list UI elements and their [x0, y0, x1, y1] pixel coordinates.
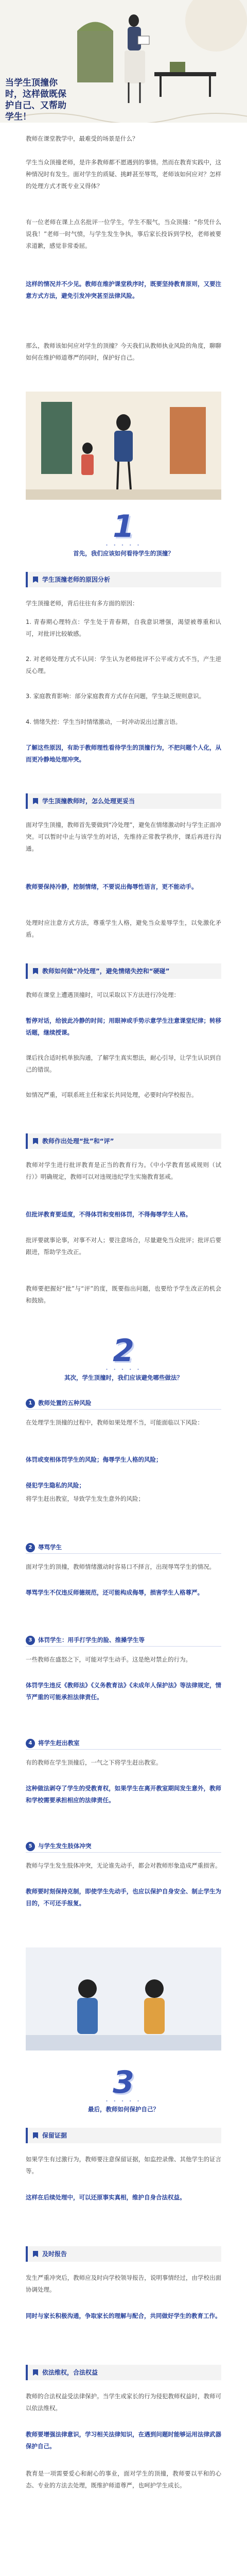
heading-label: 体罚学生：用手打学生的脸、推搡学生等 — [38, 1636, 145, 1643]
body-paragraph: 这种做法剥夺了学生的受教育权，如果学生在离开教室期间发生意外，教师和学校需要承担相应的法律责任。 — [26, 1785, 221, 1804]
section-heading-1 — [0, 510, 247, 558]
body-paragraph: 在处理学生顶撞的过程中，教师如果处理不当，可能面临以下风险： — [26, 1419, 203, 1426]
bookmark-icon — [32, 2369, 39, 2376]
body-paragraph: 学生顶撞老师，背后往往有多方面的原因： — [26, 600, 138, 607]
heading-label: 教师处置的五种风险 — [38, 1399, 92, 1406]
body-paragraph: 如果学生有过激行为，教师要注意保留证据，如监控录像、其他学生的证言等。 — [26, 2156, 221, 2175]
heading-number: 2 — [26, 1543, 35, 1552]
subsection-title: 教师作出处理“批”和“评” — [42, 1138, 114, 1145]
subsection-bar — [26, 572, 221, 587]
body-paragraph: 侵犯学生隐私的风险； — [26, 1482, 85, 1489]
body-paragraph: 有的教师在学生顶撞后，一气之下将学生赶出教室。 — [26, 1759, 162, 1766]
body-paragraph: 一些教师在盛怒之下，可能对学生动手。这是绝对禁止的行为。 — [26, 1656, 191, 1663]
dots-decoration: • • • • • — [105, 2099, 142, 2104]
body-paragraph: 教育是一项需要爱心和耐心的事业，面对学生的顶撞，教师要以平和的心态、专业的方法去处理，既维护师道尊严，也呵护学生成长。 — [26, 2470, 221, 2489]
numbered-heading — [26, 1540, 221, 1554]
heading-number: 5 — [26, 1842, 35, 1851]
body-paragraph: 体罚学生违反《教师法》《义务教育法》《未成年人保护法》等法律规定，情节严重的可能承担法律责任。 — [26, 1682, 221, 1701]
subsection-title: 保留证据 — [42, 2132, 67, 2139]
body-paragraph: 教师要时刻保持克制，即使学生先动手，也应以保护自身安全、制止学生为目的，不可还手报复。 — [26, 1888, 221, 1907]
body-paragraph: 教师要增强法律意识，学习相关法律知识，在遇到问题时能够运用法律武器保护自己。 — [26, 2431, 221, 2450]
numbered-heading — [26, 1839, 221, 1853]
body-paragraph: 教师与学生发生肢体冲突，无论谁先动手，都会对教师形象造成严重损害。 — [26, 1862, 221, 1869]
heading-label: 将学生赶出教室 — [38, 1739, 80, 1747]
section-question: 其次，学生顶撞时，我们应该避免哪些做法？ — [64, 1374, 183, 1381]
dots-decoration: • • • • • — [105, 1367, 142, 1372]
body-paragraph: 3. 家庭教育影响：部分家庭教育方式存在问题，学生缺乏规则意识。 — [26, 692, 205, 700]
bookmark-icon — [32, 2250, 39, 2258]
subsection-title: 依法维权，合法权益 — [42, 2369, 98, 2376]
heading-label: 辱骂学生 — [38, 1544, 62, 1551]
body-paragraph: 发生严重冲突后，教师应及时向学校领导报告，说明事情经过，由学校出面协调处理。 — [26, 2274, 221, 2293]
intro-paragraph: 那么，教师该如何应对学生的顶撞？今天我们从教师执业风险的角度，聊聊如何在维护师道尊严的同时，保护好自己。 — [26, 342, 221, 361]
body-paragraph: 体罚或变相体罚学生的风险；侮辱学生人格的风险； — [26, 1456, 162, 1463]
body-paragraph: 同时与家长积极沟通，争取家长的理解与配合，共同做好学生的教育工作。 — [26, 2312, 221, 2319]
body-paragraph: 批评要就事论事，对事不对人；要注意场合，尽量避免当众批评；批评后要跟进，帮助学生改正。 — [26, 1236, 221, 1256]
subsection-bar — [26, 2365, 221, 2380]
intro-paragraph: 学生当众顶撞老师，是许多教师都不愿遇到的事情。然而在教育实践中，这种情况时有发生。面对学生的质疑、挑衅甚至辱骂，老师该如何应对？怎样的处理方式才既专业又得体？ — [26, 159, 221, 190]
numbered-heading — [26, 1396, 221, 1410]
body-paragraph: 了解这些原因，有助于教师理性看待学生的顶撞行为，不把问题个人化，从而更冷静地处理冲突。 — [26, 744, 221, 763]
subsection-bar — [26, 793, 221, 809]
body-paragraph: 教师的合法权益受法律保护。当学生或家长的行为侵犯教师权益时，教师可以依法维权。 — [26, 2393, 221, 2412]
section-heading-3 — [0, 2066, 247, 2114]
header-illustration — [0, 0, 247, 123]
section-heading-2 — [0, 1334, 247, 1383]
subsection-title: 学生顶撞教师时，怎么处理更妥当 — [42, 798, 135, 805]
body-paragraph: 面对学生的顶撞，教师情绪激动时容易口不择言，出现辱骂学生的情况。 — [26, 1563, 215, 1570]
dots-decoration: • • • • • — [105, 543, 142, 548]
numbered-heading — [26, 1736, 221, 1750]
body-paragraph: 暂停对话，给彼此冷静的时间；用眼神或手势示意学生注意课堂纪律；转移话题，继续授课。 — [26, 1017, 221, 1036]
body-paragraph: 课后找合适时机单独沟通，了解学生真实想法，耐心引导，让学生认识到自己的错误。 — [26, 1054, 221, 1073]
intro-paragraph: 教师在课堂教学中，最难受的场景是什么？ — [26, 135, 138, 142]
body-paragraph: 4. 情绪失控：学生当时情绪激动，一时冲动说出过激言语。 — [26, 718, 182, 725]
subsection-title: 及时报告 — [42, 2250, 67, 2258]
classroom-illustration — [26, 392, 221, 500]
subsection-title: 学生顶撞老师的原因分析 — [42, 576, 111, 583]
intro-paragraph: 有一位老师在课上点名批评一位学生，学生不服气，当众顶撞：“你凭什么说我！”老师一时气愤，与学生发生争执，事后家长投诉到学校，老师被要求道歉，感觉非常委屈。 — [26, 218, 221, 249]
subsection-bar — [26, 2246, 221, 2262]
bookmark-icon — [32, 968, 39, 975]
body-paragraph: 教师要把握好“批”与“评”的度，既要指出问题，也要给予学生改正的机会和鼓励。 — [26, 1285, 221, 1304]
bookmark-icon — [32, 1138, 39, 1145]
bookmark-icon — [32, 576, 39, 583]
body-paragraph: 但批评教育要适度，不得体罚和变相体罚，不得侮辱学生人格。 — [26, 1211, 191, 1218]
section-question: 最后，教师如何保护自己？ — [88, 2106, 159, 2113]
subsection-bar — [26, 1133, 221, 1149]
subsection-title: 教师如何做“冷处理”，避免情绪失控和“硬碰” — [42, 968, 170, 975]
bookmark-icon — [32, 2132, 39, 2139]
students-illustration — [26, 1947, 221, 2050]
article-title: 当学生顶撞你时，这样做既保护自己、又帮助学生！ — [5, 78, 66, 122]
body-paragraph: 这样在后续处理中，可以还原事实真相，维护自身合法权益。 — [26, 2194, 186, 2201]
bookmark-icon — [32, 798, 39, 805]
numbered-heading — [26, 1633, 221, 1647]
intro-paragraph: 这样的情况并不少见。教师在维护课堂秩序时，既要坚持教育原则，又要注意方式方法，避免引发冲突甚至法律风险。 — [26, 280, 221, 299]
body-paragraph: 教师对学生进行批评教育是正当的教育行为。《中小学教育惩戒规则（试行）》明确规定，教师可以对违规违纪学生实施教育惩戒。 — [26, 1161, 221, 1180]
heading-number: 1 — [26, 1399, 35, 1408]
subsection-bar — [26, 2128, 221, 2143]
body-paragraph: 教师在课堂上遭遇顶撞时，可以采取以下方法进行冷处理： — [26, 991, 180, 998]
section-number: 3 — [113, 2064, 134, 2100]
body-paragraph: 面对学生顶撞，教师首先要做到“冷处理”，避免在情绪激动时与学生正面冲突。可以暂时中止与该学生的对话，先维持正常教学秩序，课后再进行沟通。 — [26, 821, 221, 852]
subsection-bar — [26, 963, 221, 979]
body-paragraph: 处理时应注意方式方法，尊重学生人格，避免当众羞辱学生，以免激化矛盾。 — [26, 919, 221, 938]
heading-number: 4 — [26, 1739, 35, 1748]
body-paragraph: 如情况严重，可联系班主任和家长共同处理，必要时向学校报告。 — [26, 1091, 198, 1098]
body-paragraph: 教师要保持冷静，控制情绪，不要说出侮辱性语言，更不能动手。 — [26, 883, 198, 890]
body-paragraph: 将学生赶出教室，导致学生发生意外的风险； — [26, 1495, 144, 1502]
heading-label: 与学生发生肢体冲突 — [38, 1842, 92, 1850]
heading-number: 3 — [26, 1636, 35, 1645]
body-paragraph: 辱骂学生不仅违反师德规范，还可能构成侮辱，损害学生人格尊严。 — [26, 1589, 203, 1596]
body-paragraph: 2. 对老师处理方式不认同：学生认为老师批评不公平或方式不当，产生逆反心理。 — [26, 655, 221, 674]
section-number: 1 — [113, 509, 134, 545]
body-paragraph: 1. 青春期心理特点：学生处于青春期，自我意识增强，渴望被尊重和认可，对批评比较敏感。 — [26, 618, 221, 637]
section-question: 首先，我们应该如何看待学生的顶撞？ — [73, 550, 174, 557]
section-number: 2 — [113, 1333, 134, 1369]
